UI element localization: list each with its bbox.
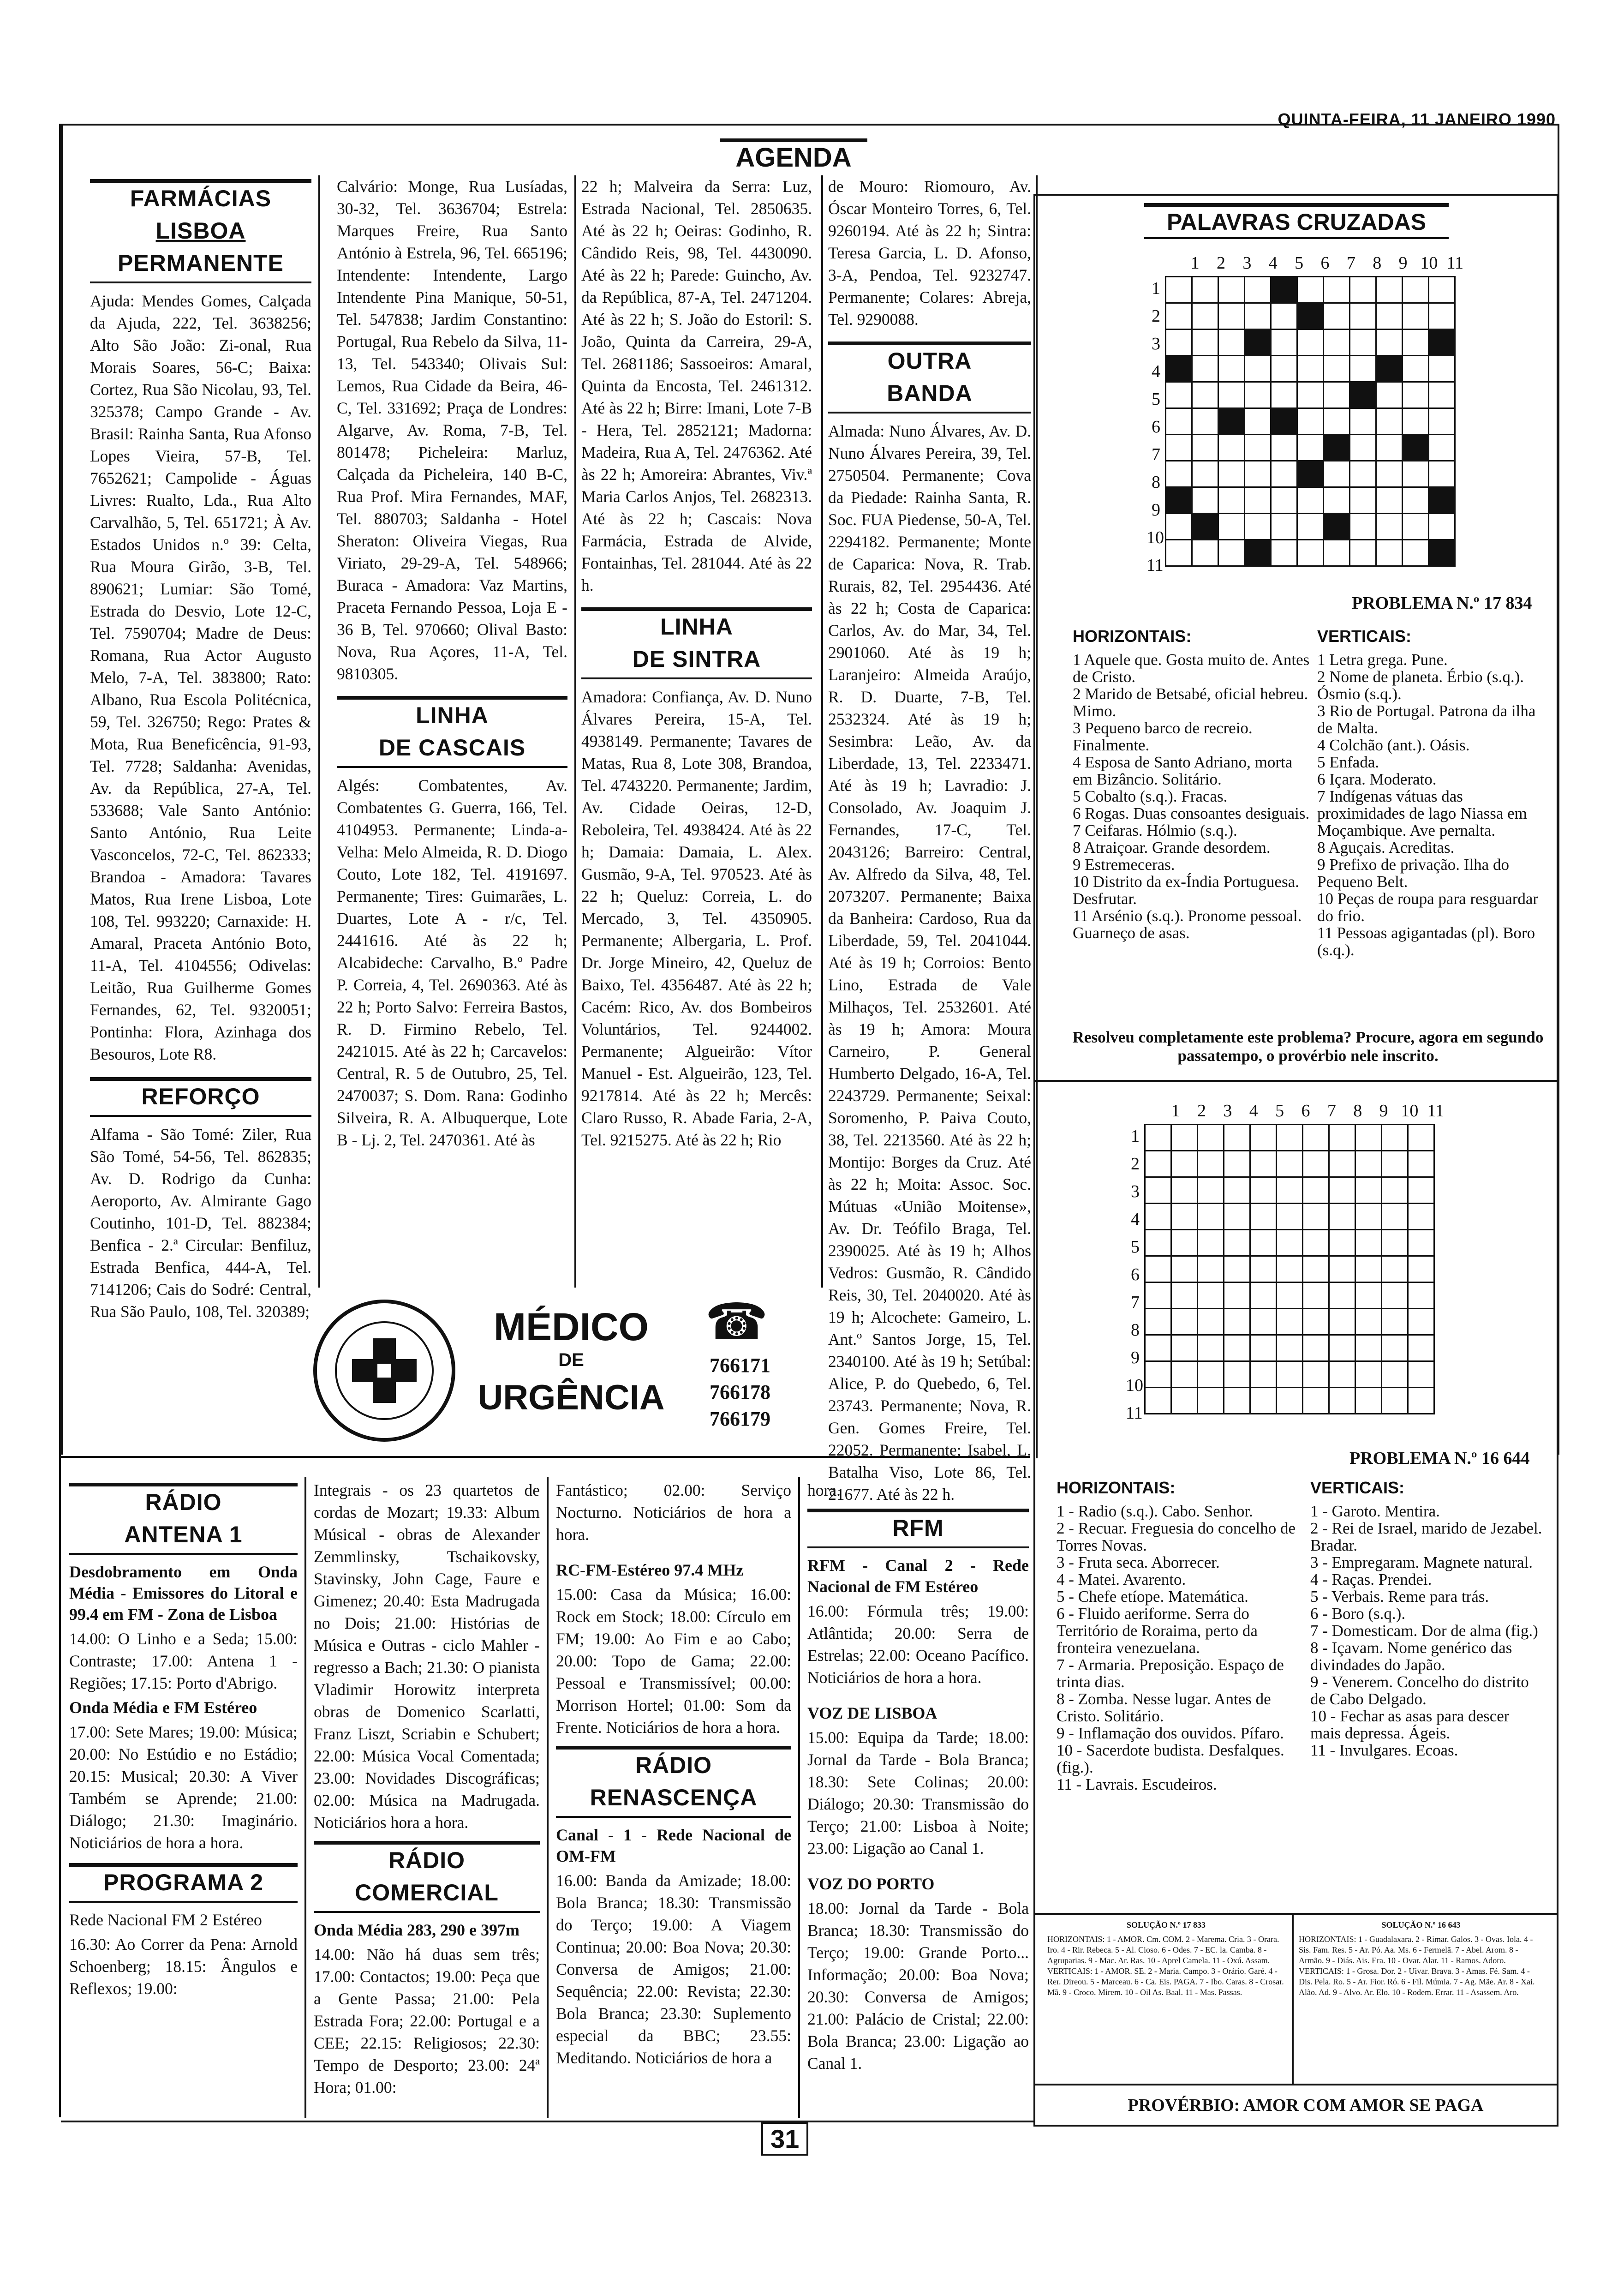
grid2-col-numbers: [1163, 1101, 1449, 1121]
clue: 6 - Boro (s.q.).: [1310, 1605, 1406, 1623]
clue: 10 - Sacerdote budista. Desfalques. (fig.).: [1057, 1741, 1284, 1776]
row-number: 1: [1131, 1127, 1140, 1146]
rcfm-schedule: 15.00: Casa da Música; 16.00: Rock em Stock; 18.00: Círculo em FM; 19.00: Ao Fim e ao Cabo; 20.00: Topo de Gama; 22.00: Pessoal e Transmissível; 00.00: Morrison Hortel; 01.00: Som da Frente. Noticiários de hora a hora.: [556, 1585, 791, 1737]
column-3: [581, 175, 812, 1283]
voz-porto-subtitle: VOZ DO PORTO: [807, 1875, 935, 1893]
horizontais-label: HORIZONTAIS:: [1057, 1478, 1176, 1497]
voz-porto-schedule: 18.00: Jornal da Tarde - Bola Branca; 18.30: Transmissão do Terço; 19.00: Grande Porto... Informação; 20.00: Boa Nova; 20.30: Conversa de Amigos; 21.00: Palácio de Cristal; 22.00: Bola Branca; 23.00: Ligação ao Canal 1.: [807, 1899, 1029, 2073]
voz-lisboa-subtitle: VOZ DE LISBOA: [807, 1704, 937, 1722]
sintra-title-1: LINHA: [660, 614, 733, 640]
clue: 9 Prefixo de privação. Ilha do Pequeno Belt.: [1317, 856, 1509, 891]
clue: 9 - Inflamação dos ouvidos. Pífaro.: [1057, 1724, 1284, 1742]
page-number: 31: [761, 2122, 808, 2156]
solucao-2-text: HORIZONTAIS: 1 - Guadalaxara. 2 - Rimar. Galos. 3 - Ovas. Iola. 4 - Sis. Fam. Res. 5 - Ar. Pó. Aa. Ms. 6 - Fermelã. 7 - Abel. Arom. 8 - Armão. 9 - Diás. Ais. Era. 10 - Ovar. Alar. 11 - Ramos. Adoro. VERTICAIS: 1 - Grosa. Dor. 2 - Uivar. Brava. 3 - Amas. Fé. Sam. 4 - Dis. Pela. Ro. 5 - Ar. Fior. Ró. 6 - Fil. Múmia. 7 - Ag. Mãe. Ar. 8 - Xai. Alão. Ad. 9 - Alvo. Ar. Elo. 10 - Rodem. Errar. 11 - Asassem. Aro.: [1299, 1935, 1535, 1997]
reforco-list: Alfama - São Tomé: Ziler, Rua São Tomé, 54-56, Tel. 862835; Av. D. Rodrigo da Cunha: Aeroporto, Av. Almirante Gago Coutinho, 101-D, Tel. 882384; Benfica - 2.ª Circular: Benfiluz, Estrada Benfica, 444-A, Tel. 7141206; Cais do Sodré: Central, Rua São Paulo, 108, Tel. 320389;: [90, 1125, 311, 1321]
column-divider: [547, 1477, 549, 2118]
row-number: 3: [1131, 1182, 1140, 1201]
sintra-title-2: DE SINTRA: [632, 646, 761, 672]
clue: 6 Rogas. Duas consoantes desiguais.: [1073, 804, 1310, 822]
crossword-title: PALAVRAS CRUZADAS: [1144, 203, 1449, 239]
clue: 7 - Armaria. Preposição. Espaço de trinta dias.: [1057, 1656, 1284, 1691]
solucao-1: [1047, 1920, 1285, 1998]
col-number: 2: [1217, 253, 1226, 273]
column-4: [828, 175, 1031, 1504]
clue: 9 Estremeceras.: [1073, 856, 1175, 874]
col-number: 3: [1242, 253, 1252, 273]
row-number: 2: [1152, 306, 1160, 326]
horizontais-1: [1073, 628, 1313, 941]
antena-subtitle: Desdobramento em Onda Média - Emissores do Litoral e 99.4 em FM - Zona de Lisboa: [69, 1563, 298, 1624]
horizontais-2: [1057, 1479, 1306, 1793]
antena-schedule: 14.00: O Linho e a Seda; 15.00: Contraste; 17.00: Antena 1 - Regiões; 17.15: Porto d'Abrigo.: [69, 1630, 298, 1692]
row-number: 7: [1152, 445, 1160, 464]
row-number: 1: [1152, 279, 1160, 298]
phone-number: 766171: [710, 1354, 770, 1377]
problem-2-number: PROBLEMA N.º 16 644: [1349, 1449, 1530, 1468]
sintra-heading: [581, 607, 812, 679]
renascenca-title-2: RENASCENÇA: [590, 1785, 758, 1810]
solucao-1-title: SOLUÇÃO N.º 17 833: [1127, 1920, 1206, 1929]
row-number: 7: [1131, 1293, 1140, 1312]
telephone-icon: ☎: [705, 1294, 769, 1350]
comercial-title-1: RÁDIO: [388, 1847, 466, 1873]
radio-title: RÁDIO: [145, 1489, 222, 1515]
comercial-schedule: 14.00: Não há duas sem três; 17.00: Contactos; 19.00: Peça que a Gente Passa; 21.00: Pela Estrada Fora; 22.00: Portugal e a CEE; 22.15: Religiosos; 22.30: Tempo de Desporto; 23.00: 24ª Hora; 01.00:: [314, 1945, 540, 2097]
cascais-list: Algés: Combatentes, Av. Combatentes G. Guerra, 166, Tel. 4104953. Permanente; Linda-a-Velha: Melo Almeida, R. D. Diogo Couto, Lote 182, Tel. 4191697. Permanente; Tires: Guimarães, L. Duartes, Lote A - r/c, Tel. 2441616. Até às 22 h; Alcabideche: Carvalho, B.º Padre P. Correia, 4, Tel. 2690363. Até às 22 h; Porto Salvo: Ferreira Bastos, R. D. Firmino Rebelo, Tel. 2421015. Até às 22 h; Carcavelos: Central, R. 5 de Outubro, 25, Tel. 2470037; S. Dom. Rana: Godinho Silveira, R. A. Albuquerque, Lote B - Lj. 2, Tel. 2470361. Até às: [337, 776, 567, 1149]
clue: 2 - Recuar. Freguesia do concelho de Torres Novas.: [1057, 1519, 1296, 1554]
clue: 1 - Garoto. Mentira.: [1310, 1502, 1440, 1520]
reforco-title: REFORÇO: [141, 1084, 260, 1109]
clue: 11 Pessoas agigantadas (pl). Boro (s.q.).: [1317, 924, 1535, 959]
col-number: 7: [1346, 253, 1355, 273]
comercial-title-2: COMERCIAL: [355, 1880, 499, 1906]
col-number: 11: [1427, 1101, 1445, 1121]
clue: 4 Colchão (ant.). Oásis.: [1317, 736, 1470, 754]
clue: 2 Nome de planeta. Érbio (s.q.). Ósmio (s.q.).: [1317, 668, 1524, 703]
clue: 10 Distrito da ex-Índia Portuguesa. Desfrutar.: [1073, 873, 1299, 908]
row-number: 8: [1131, 1320, 1140, 1340]
clue: 2 Marido de Betsabé, oficial hebreu. Mimo.: [1073, 685, 1308, 720]
verticais-2: [1310, 1479, 1543, 1759]
lisboa-title: LISBOA: [155, 218, 246, 244]
grid1-row-numbers: [1146, 275, 1164, 579]
col-number: 4: [1249, 1101, 1258, 1121]
clue: 11 - Invulgares. Ecoas.: [1310, 1741, 1458, 1759]
row-number: 11: [1126, 1403, 1143, 1423]
radio-heading: [69, 1483, 298, 1555]
radio-column-3: [556, 1479, 791, 2116]
clue: 3 Pequeno barco de recreio. Finalmente.: [1073, 719, 1253, 754]
om-fm-schedule: 17.00: Sete Mares; 19.00: Música; 20.00: No Estúdio e no Estádio; 20.15: Musical; 20.30: A Viver Também se Aprende; 21.00: Diálogo; 21.30: Imaginário. Noticiários de hora a hora.: [69, 1723, 298, 1852]
farmacias-column: [90, 175, 311, 1440]
col-number: 3: [1223, 1101, 1232, 1121]
cascais-list-continued: 22 h; Malveira da Serra: Luz, Estrada Nacional, Tel. 2850635. Até às 22 h; Oeiras: Godinho, R. Cândido Reis, 98, Tel. 4430090. Até às 22 h; Parede: Guincho, Av. da República, 87-A, Tel. 2471204. Até às 22 h; S. João do Estoril: S. João, Quinta da Carreira, 29-A, Tel. 2681186; Sassoeiros: Amaral, Quinta da Encosta, Tel. 2461312. Até às 22 h; Birre: Imani, Lote 7-B - Hera, Tel. 2852121; Madorna: Madeira, Rua A, Tel. 2476362. Até às 22 h; Amoreira: Abrantes, Viv.ª Maria Carlos Anjos, Tel. 2682313. Até às 22 h; Cascais: Nova Farmácia, Estrada de Alvide, Fontainhas, Tel. 281044. Até às 22 h.: [581, 177, 812, 594]
clue: 5 Enfada.: [1317, 753, 1379, 771]
rfm-title: RFM: [892, 1515, 944, 1541]
clue: 1 Aquele que. Gosta muito de. Antes de Cristo.: [1073, 651, 1310, 686]
clue: 4 - Matei. Avarento.: [1057, 1570, 1186, 1588]
clue: 8 Atraiçoar. Grande desordem.: [1073, 839, 1271, 857]
medico-phones: [710, 1352, 770, 1432]
row-number: 9: [1131, 1348, 1140, 1367]
horizontais-label: HORIZONTAIS:: [1073, 627, 1192, 646]
sintra-list: Amadora: Confiança, Av. D. Nuno Álvares Pereira, 15-A, Tel. 4938149. Permanente; Tavares de Matas, Rua 8, Lote 308, Brandoa, Tel. 4743220. Permanente; Jardim, Av. Cidade Oeiras, 12-D, Reboleira, Tel. 4938424. Até às 22 h; Damaia: Damaia, L. Alex. Gusmão, 9-A, Tel. 970523. Até às 22 h; Queluz: Correia, L. do Mercado, 3, Tel. 4350905. Permanente; Albergaria, L. Prof. Dr. Jorge Mineiro, 42, Queluz de Baixo, Tel. 4356487. Até às 22 h; Cacém: Rico, Av. dos Bombeiros Voluntários, Tel. 9244002. Permanente; Algueirão: Vítor Manuel - Est. Algueirão, 123, Tel. 9217814. Até às 22 h; Mercês: Claro Russo, R. Abade Faria, 2-A, Tel. 9215275. Até às 22 h; Rio: [581, 688, 812, 1149]
permanente-title: PERMANENTE: [117, 250, 284, 276]
clue: 7 Ceifaras. Hólmio (s.q.).: [1073, 821, 1237, 839]
clue: 9 - Venerem. Concelho do distrito de Cabo Delgado.: [1310, 1673, 1529, 1708]
row-number: 3: [1152, 334, 1160, 354]
solution-divider: [1035, 1913, 1557, 1915]
col-number: 1: [1171, 1101, 1180, 1121]
rcfm-subtitle: RC-FM-Estéreo 97.4 MHz: [556, 1561, 744, 1579]
voz-lisboa-schedule: 15.00: Equipa da Tarde; 18.00: Jornal da Tarde - Bola Branca; 18.30: Sete Colinas; 20.00: Diálogo; 20.30: Transmissão do Terço; 21.00: Lisboa à Noite; 23.00: Ligação ao Canal 1.: [807, 1728, 1029, 1858]
col-number: 10: [1420, 253, 1438, 273]
farmacias-heading: [90, 179, 311, 283]
clue: 8 Aguçais. Acreditas.: [1317, 839, 1455, 857]
comercial-continued: Fantástico; 02.00: Serviço Nocturno. Noticiários de hora a hora.: [556, 1481, 791, 1544]
clue: 11 - Lavrais. Escudeiros.: [1057, 1775, 1217, 1793]
clue: 3 Rio de Portugal. Patrona da ilha de Malta.: [1317, 702, 1536, 737]
solution-col-divider: [1292, 1913, 1294, 2084]
row-number: 10: [1126, 1376, 1143, 1395]
clue: 10 Peças de roupa para resguardar do frio.: [1317, 890, 1539, 925]
clue: 4 Esposa de Santo Adriano, morta em Bizâncio. Solitário.: [1073, 753, 1293, 788]
clue: 6 Içara. Moderato.: [1317, 770, 1437, 788]
row-number: 5: [1152, 389, 1160, 409]
row-number: 9: [1152, 500, 1160, 520]
rfm-subtitle: RFM - Canal 2 - Rede Nacional de FM Estéreo: [807, 1556, 1029, 1596]
cascais-title-1: LINHA: [416, 702, 489, 728]
programa-2-title: PROGRAMA 2: [103, 1870, 264, 1895]
clue: 1 - Radio (s.q.). Cabo. Senhor.: [1057, 1502, 1253, 1520]
column-divider: [821, 175, 823, 1288]
agenda-title: AGENDA: [720, 138, 867, 173]
radio-column-1: [69, 1479, 298, 2116]
clue: 8 - Zomba. Nesse lugar. Antes de Cristo. Solitário.: [1057, 1690, 1271, 1725]
clue: 8 - Içavam. Nome genérico das divindades do Japão.: [1310, 1639, 1512, 1674]
col-number: 4: [1268, 253, 1278, 273]
farmacias-title: FARMÁCIAS: [130, 186, 272, 211]
lisboa-list-continued: Calvário: Monge, Rua Lusíadas, 30-32, Tel. 3636704; Estrela: Marques Freire, Rua Santo António à Estrela, 96, Tel. 665196; Intendente: Intendente, Largo Intendente Pina Manique, 50-51, Tel. 547838; Jardim Constantino: Portugal, Rua Rebelo da Silva, 11-13, Tel. 543340; Olivais Sul: Lemos, Rua Cidade da Beira, 46-C, Tel. 331692; Praça de Londres: Algarve, Av. Roma, 7-B, Tel. 801478; Picheleira: Marluz, Calçada da Picheleira, 140 B-C, Rua Prof. Mira Fernandes, MAF, Tel. 880703; Saldanha - Hotel Sheraton: Oliveira Viegas, Rua Viriato, 29-29-A, Tel. 548966; Buraca - Amadora: Vaz Martins, Praceta Fernando Pessoa, Loja E - 36 B, Tel. 970660; Olival Basto: Nova, Rua Açores, 11-A, Tel. 9810305.: [337, 177, 567, 683]
banda-title: BANDA: [887, 380, 973, 406]
programa-2-subtitle: Rede Nacional FM 2 Estéreo: [69, 1911, 262, 1929]
col-number: 7: [1327, 1101, 1336, 1121]
resolveu-note: Resolveu completamente este problema? Procure, agora em segundo passatempo, o provérbio nele inscrito.: [1072, 1028, 1544, 1065]
left-border: [59, 124, 61, 2117]
rfm-heading: [807, 1509, 1029, 1548]
row-number: 6: [1152, 417, 1160, 437]
renascenca-continued: hora.: [807, 1481, 841, 1499]
column-2: [337, 175, 567, 1283]
clue: 3 - Empregaram. Magnete natural.: [1310, 1553, 1533, 1571]
col-number: 8: [1373, 253, 1382, 273]
proverbio: PROVÉRBIO: AMOR COM AMOR SE PAGA: [1128, 2096, 1484, 2115]
clue: 11 Arsénio (s.q.). Pronome pessoal. Guarneço de asas.: [1073, 907, 1302, 942]
outra-banda-heading: [828, 342, 1031, 413]
col-number: 9: [1398, 253, 1408, 273]
medico-title: MÉDICO: [494, 1305, 649, 1348]
radio-column-2: [314, 1479, 540, 2116]
programa-2-schedule: 16.30: Ao Correr da Pena: Arnold Schoenberg; 18.15: Ângulos e Reflexos; 19.00:: [69, 1935, 298, 1998]
clue: 10 - Fechar as asas para descer mais depressa. Ágeis.: [1310, 1707, 1510, 1742]
outra-banda-list: Almada: Nuno Álvares, Av. D. Nuno Álvares Pereira, 39, Tel. 2750504. Permanente; Cova da Piedade: Rainha Santa, R. Soc. FUA Piedense, 50-A, Tel. 2294182. Permanente; Monte de Caparica: Nova, R. Trab. Rurais, 82, Tel. 2954436. Até às 22 h; Costa de Caparica: Carlos, Av. do Mar, 34, Tel. 2901060. Até às 19 h; Laranjeiro: Almeida Araújo, R. D. Duarte, 7-B, Tel. 2532324. Até às 19 h; Sesimbra: Leão, Av. da Liberdade, 13, Tel. 2233471. Até às 19 h; Lavradio: J. Consolado, Av. Joaquim J. Fernandes, 17-C, Tel. 2043126; Barreiro: Central, Av. Alfredo da Silva, 48, Tel. 2073207. Permanente; Baixa da Banheira: Cardoso, Rua da Liberdade, 59, Tel. 2041044. Até às 19 h; Corroios: Bento Lino, Estrada de Vale Milhaços, Tel. 2532601. Até às 19 h; Amora: Moura Carneiro, P. General Humberto Delgado, 16-A, Tel. 2243729. Permanente; Seixal: Soromenho, P. Paiva Couto, 38, Tel. 2213560. Até às 22 h; Montijo: Borges da Cruz. Até às 22 h; Moita: Assoc. Soc. Mútuas «União Moitense», Av. Dr. Teófilo Braga, Tel. 2390025. Até às 19 h; Alhos Vedros: Gusmão, R. Cândido Reis, 30, Tel. 2040020. Até às 19 h; Alcochete: Gameiro, L. Ant.º Santos Jorge, 15, Tel. 2340100. Até às 19 h; Setúbal: Alice, P. do Quebedo, 6, Tel. 23743. Permanente; Nova, R. Gen. Gomes Freire, Tel. 22052. Permanente; Isabel, L. Batalha Viso, Lote 86, Tel. 21677. Até às 22 h.: [828, 422, 1031, 1504]
row-number: 2: [1131, 1154, 1140, 1174]
col-number: 11: [1446, 253, 1464, 273]
col-number: 10: [1401, 1101, 1419, 1121]
page-date: QUINTA-FEIRA, 11 JANEIRO 1990: [1278, 110, 1556, 129]
renascenca-heading: [556, 1746, 791, 1818]
cascais-title-2: DE CASCAIS: [378, 735, 526, 761]
col-number: 8: [1353, 1101, 1362, 1121]
verticais-label: VERTICAIS:: [1317, 627, 1412, 646]
row-number: 4: [1152, 362, 1160, 381]
phone-number: 766178: [710, 1381, 770, 1403]
col-number: 9: [1379, 1101, 1388, 1121]
col-number: 5: [1275, 1101, 1284, 1121]
medico-de: DE: [558, 1350, 584, 1370]
clue: 5 Cobalto (s.q.). Fracas.: [1073, 787, 1228, 805]
comercial-heading: [314, 1841, 540, 1913]
crossword-divider: [1035, 1080, 1557, 1082]
column-divider: [318, 175, 320, 1288]
solucao-1-text: HORIZONTAIS: 1 - AMOR. Cm. COM. 2 - Marema. Cria. 3 - Orara. Iro. 4 - Rir. Rebeca. 5 - Al. Cioso. 6 - Odes. 7 - EC. la. Camba. 8 - Agruparias. 9 - Mac. Ar. Ras. 10 - Aprel Camela. 11 - Oxú. Assam. VERTICAIS: 1 - AMOR. SE. 2 - Maria. Campo. 3 - Orário. Garé. 4 - Rer. Direou. 5 - Marceau. 6 - Ca. Eis. PAGA. 7 - Ibo. Caras. 8 - Crosar. Mã. 9 - Croco. Mirem. 10 - Oil As. Baal. 11 - Mas. Passas.: [1047, 1935, 1284, 1997]
row-number: 5: [1131, 1237, 1140, 1257]
clue: 7 - Domesticam. Dor de alma (fig.): [1310, 1622, 1538, 1640]
renascenca-subtitle: Canal - 1 - Rede Nacional de OM-FM: [556, 1826, 791, 1865]
verticais-label: VERTICAIS:: [1310, 1478, 1405, 1497]
column-divider: [304, 1477, 306, 2118]
clue: 2 - Rei de Israel, marido de Jezabel. Bradar.: [1310, 1519, 1542, 1554]
solucao-2: [1299, 1920, 1543, 1998]
clue: 6 - Fluido aeriforme. Serra do Território de Roraima, perto da fronteira venezuelana.: [1057, 1605, 1258, 1657]
programa-2-continued: Integrais - os 23 quartetos de cordas de Mozart; 19.33: Album Músical - obras de Alexander Zemmlinsky, Tschaikovsky, Stavinsky, John Cage, Faure e Gimenez; 20.40: Esta Madrugada no Dois; 21.00: Histórias de Música e Outras - ciclo Mahler - regresso a Bach; 21.30: O pianista Vladimir Horowitz interpreta obras de Domenico Scarlatti, Franz Liszt, Scriabin e Schubert; 22.00: Música Vocal Comentada; 23.00: Novidades Discográficas; 02.00: Música na Madrugada. Noticiários hora a hora.: [314, 1481, 540, 1832]
radio-column-4: [807, 1479, 1029, 2116]
programa-2-heading: [69, 1863, 298, 1903]
renascenca-title-1: RÁDIO: [635, 1752, 712, 1778]
col-number: 6: [1301, 1101, 1310, 1121]
col-number: 1: [1190, 253, 1200, 273]
phone-number: 766179: [710, 1408, 770, 1430]
row-number: 6: [1131, 1265, 1140, 1284]
col-number: 5: [1295, 253, 1304, 273]
clue: 1 Letra grega. Pune.: [1317, 651, 1448, 669]
grid1-col-numbers: [1182, 253, 1468, 273]
clue: 7 Indígenas vátuas das proximidades de lago Niassa em Moçambique. Ave pernalta.: [1317, 787, 1527, 839]
column-divider: [574, 175, 576, 1288]
row-number: 4: [1131, 1210, 1140, 1229]
bottom-rule: [61, 2121, 1034, 2122]
outra-title: OUTRA: [887, 348, 972, 374]
medico-urgencia-box: [308, 1294, 779, 1447]
clue: 5 - Chefe etíope. Matemática.: [1057, 1588, 1248, 1606]
proverbio-divider: [1035, 2084, 1557, 2085]
sintra-list-continued: de Mouro: Riomouro, Av. Óscar Monteiro Torres, 6, Tel. 9260194. Até às 22 h; Sintra: Teresa Garcia, L. D. Afonso, 3-A, Pendoa, Tel. 9232747. Permanente; Colares: Abreja, Tel. 9290088.: [828, 177, 1031, 329]
reforco-heading: [90, 1077, 311, 1117]
column-divider: [798, 1477, 800, 2118]
col-number: 6: [1320, 253, 1330, 273]
om-fm-subtitle: Onda Média e FM Estéreo: [69, 1698, 257, 1717]
clinic-logo: [308, 1294, 460, 1447]
crossword-grid-2[interactable]: [1144, 1124, 1435, 1414]
rfm-schedule: 16.00: Fórmula três; 19.00: Atlântida; 20.00: Serra de Estrelas; 22.00: Oceano Pacífico. Noticiários de hora a hora.: [807, 1602, 1029, 1687]
urgencia-title: URGÊNCIA: [478, 1378, 665, 1417]
crossword-grid-1[interactable]: [1165, 276, 1456, 567]
clue: 5 - Verbais. Reme para trás.: [1310, 1588, 1489, 1606]
solucao-2-title: SOLUÇÃO N.º 16 643: [1381, 1920, 1461, 1929]
clue: 3 - Fruta seca. Aborrecer.: [1057, 1553, 1220, 1571]
row-number: 8: [1152, 473, 1160, 492]
grid2-row-numbers: [1126, 1122, 1143, 1427]
problem-1-number: PROBLEMA N.º 17 834: [1352, 593, 1532, 613]
col-number: 2: [1197, 1101, 1206, 1121]
row-number: 10: [1146, 528, 1164, 547]
comercial-subtitle: Onda Média 283, 290 e 397m: [314, 1921, 519, 1939]
cascais-heading: [337, 696, 567, 768]
antena-title: ANTENA 1: [124, 1522, 243, 1547]
row-number: 11: [1146, 556, 1164, 575]
farmacias-list: Ajuda: Mendes Gomes, Calçada da Ajuda, 222, Tel. 3638256; Alto São João: Zi-onal, Rua Morais Soares, 56-C; Baixa: Cortez, Rua São Nicolau, 93, Tel. 325378; Campo Grande - Av. Brasil: Rainha Santa, Rua Afonso Lopes Vieira, 57-B, Tel. 7652621; Campolide - Águas Livres: Rualto, Lda., Rua Alto Carvalhão, 5, Tel. 651721; À Av. Estados Unidos n.º 39: Celta, Rua Moura Girão, 3-B, Tel. 890621; Lumiar: São Tomé, Estrada do Desvio, Lote 12-C, Tel. 7590704; Madre de Deus: Romana, Rua Actor Augusto Melo, 7-A, Tel. 383800; Rato: Albano, Rua Escola Politécnica, 59, Tel. 326750; Rego: Prates & Mota, Rua Beneficência, 91-93, Tel. 7728; Saldanha: Avenidas, Av. da República, 27-A, Tel. 533688; Vale Santo António: Santo António, Rua Leite Vasconcelos, 72-C, Tel. 862333; Brandoa - Amadora: Tavares Matos, Rua Irene Lisboa, Lote 108, Tel. 993220; Carnaxide: H. Amaral, Praceta António Boto, 11-A, Tel. 4104556; Odivelas: Leitão, Rua Guilherme Gomes Fernandes, 62, Tel. 9320051; Pontinha: Flora, Azinhaga dos Besouros, Lote R8.: [90, 292, 311, 1063]
verticais-1: [1317, 628, 1543, 959]
clue: 4 - Raças. Prendei.: [1310, 1570, 1432, 1588]
renascenca-schedule: 16.00: Banda da Amizade; 18.00: Bola Branca; 18.30: Transmissão do Terço; 19.00: A Viagem Continua; 20.00: Boa Nova; 20.30: Conversa de Amigos; 21.00: Sequência; 22.00: Revista; 22.30: Bola Branca; 23.30: Suplemento especial da BBC; 23.55: Meditando. Noticiários de hora a: [556, 1871, 791, 2067]
